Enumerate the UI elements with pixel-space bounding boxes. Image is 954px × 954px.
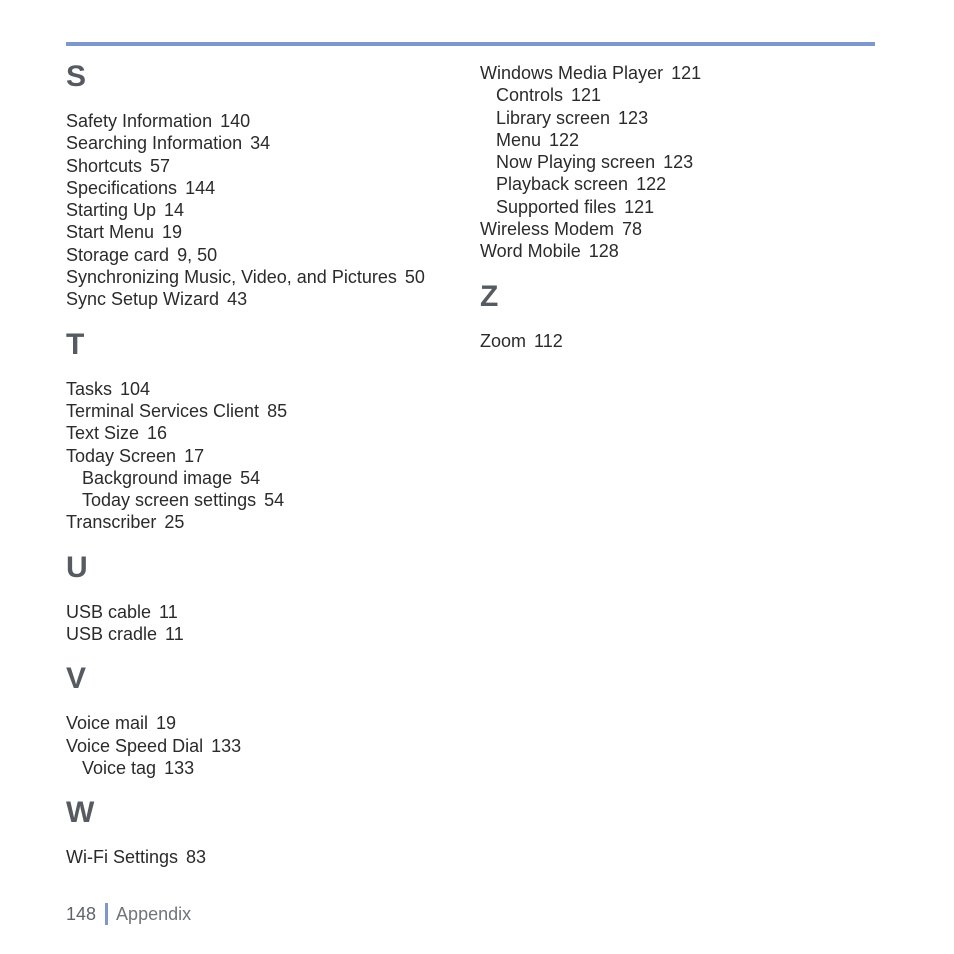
- entry-term: Storage card: [66, 244, 170, 265]
- index-entry: [66, 623, 466, 645]
- index-section: [66, 660, 466, 779]
- index-entry: [66, 445, 466, 467]
- entry-page-reference: 78: [622, 219, 643, 240]
- entry-term: Wi-Fi Settings: [66, 847, 179, 868]
- footer-section-name: Appendix: [116, 903, 192, 924]
- index-entry: [66, 422, 466, 444]
- index-entry: [66, 846, 466, 868]
- index-subentry: [480, 107, 880, 129]
- index-section: [66, 58, 466, 311]
- entry-page-reference: 123: [663, 152, 694, 173]
- entry-page-reference: 122: [549, 129, 580, 150]
- index-section: [480, 278, 880, 352]
- section-letter: U: [66, 550, 88, 584]
- index-entry: [480, 218, 880, 240]
- entry-term: Playback screen: [496, 174, 629, 195]
- index-entry: [66, 400, 466, 422]
- section-letter: Z: [480, 279, 499, 313]
- index-entry: [480, 240, 880, 262]
- header-rule: [66, 42, 875, 46]
- index-entry: [66, 155, 466, 177]
- entry-term: Text Size: [66, 423, 140, 444]
- index-section: [66, 549, 466, 646]
- entry-term: Voice Speed Dial: [66, 735, 204, 756]
- index-subentry: [66, 757, 466, 779]
- entry-term: USB cable: [66, 601, 152, 622]
- index-entry-list: [66, 601, 466, 646]
- entry-term: USB cradle: [66, 624, 158, 645]
- index-entry-list: [66, 846, 466, 868]
- index-entry: [66, 378, 466, 400]
- index-entry: [66, 511, 466, 533]
- index-section: [480, 62, 880, 263]
- entry-term: Searching Information: [66, 133, 243, 154]
- section-letter: T: [66, 327, 85, 361]
- entry-term: Now Playing screen: [496, 152, 656, 173]
- entry-term: Windows Media Player: [480, 63, 664, 83]
- index-entry: [66, 288, 466, 310]
- entry-page-reference: 140: [220, 111, 251, 131]
- entry-term: Tasks: [66, 378, 113, 399]
- entry-page-reference: 19: [156, 713, 177, 734]
- entry-term: Library screen: [496, 107, 611, 128]
- index-subentry: [66, 467, 466, 489]
- index-entry: [66, 601, 466, 623]
- entry-term: Start Menu: [66, 222, 155, 243]
- entry-term: Voice tag: [82, 757, 157, 778]
- entry-term: Today screen settings: [82, 490, 257, 511]
- entry-page-reference: 85: [267, 400, 288, 421]
- index-entry: [66, 110, 466, 132]
- entry-term: Sync Setup Wizard: [66, 289, 220, 310]
- footer-separator: [105, 903, 108, 925]
- index-subentry: [480, 84, 880, 106]
- index-entry: [66, 266, 466, 288]
- entry-page-reference: 128: [588, 241, 619, 262]
- index-entry-list: [66, 110, 466, 311]
- index-entry: [66, 712, 466, 734]
- entry-page-reference: 121: [571, 85, 602, 106]
- entry-page-reference: 121: [624, 196, 655, 217]
- entry-term: Wireless Modem: [480, 219, 615, 240]
- entry-term: Starting Up: [66, 200, 157, 221]
- index-entry-list: [480, 62, 880, 263]
- index-column-right: [480, 62, 880, 367]
- section-letter: S: [66, 60, 87, 93]
- entry-page-reference: 104: [120, 378, 151, 399]
- section-letter: W: [66, 796, 95, 830]
- entry-page-reference: 54: [264, 490, 285, 511]
- index-entry: [66, 132, 466, 154]
- entry-page-reference: 9, 50: [177, 244, 218, 265]
- entry-term: Voice mail: [66, 713, 149, 734]
- entry-page-reference: 121: [671, 63, 702, 83]
- entry-page-reference: 50: [404, 267, 425, 288]
- index-subentry: [480, 129, 880, 151]
- index-section: [66, 794, 466, 868]
- entry-term: Specifications: [66, 177, 178, 198]
- index-entry: [480, 62, 880, 84]
- index-entry: [480, 330, 880, 352]
- entry-page-reference: 112: [534, 330, 563, 351]
- entry-term: Zoom: [480, 330, 527, 351]
- entry-term: Today Screen: [66, 445, 177, 466]
- index-subentry: [66, 489, 466, 511]
- entry-page-reference: 14: [164, 200, 185, 221]
- entry-page-reference: 25: [164, 512, 185, 533]
- entry-page-reference: 19: [162, 222, 183, 243]
- entry-page-reference: 144: [185, 177, 216, 198]
- entry-page-reference: 16: [147, 423, 168, 444]
- entry-page-reference: 133: [164, 757, 195, 778]
- entry-page-reference: 54: [240, 467, 261, 488]
- index-entry: [66, 221, 466, 243]
- entry-term: Word Mobile: [480, 241, 581, 262]
- entry-term: Transcriber: [66, 512, 157, 533]
- entry-page-reference: 34: [250, 133, 271, 154]
- entry-page-reference: 123: [618, 107, 649, 128]
- entry-term: Shortcuts: [66, 155, 143, 176]
- index-entry: [66, 177, 466, 199]
- entry-page-reference: 11: [159, 601, 178, 622]
- entry-term: Supported files: [496, 196, 617, 217]
- index-entry-list: [480, 330, 880, 352]
- index-subentry: [480, 173, 880, 195]
- entry-page-reference: 122: [636, 174, 667, 195]
- entry-term: Safety Information: [66, 111, 213, 131]
- index-section: [66, 326, 466, 534]
- index-subentry: [480, 196, 880, 218]
- index-subentry: [480, 151, 880, 173]
- entry-term: Controls: [496, 85, 564, 106]
- entry-page-reference: 43: [227, 289, 248, 310]
- entry-term: Background image: [82, 467, 233, 488]
- entry-term: Terminal Services Client: [66, 400, 260, 421]
- entry-page-reference: 83: [186, 847, 207, 868]
- index-entry-list: [66, 378, 466, 534]
- index-entry: [66, 735, 466, 757]
- index-column-left: [66, 58, 466, 884]
- entry-term: Menu: [496, 129, 542, 150]
- entry-page-reference: 57: [150, 155, 171, 176]
- index-entry: [66, 199, 466, 221]
- page-number: 148: [66, 903, 97, 924]
- entry-page-reference: 133: [211, 735, 242, 756]
- index-entry-list: [66, 712, 466, 779]
- page-footer: [66, 903, 191, 925]
- entry-page-reference: 17: [184, 445, 205, 466]
- entry-page-reference: 11: [165, 624, 184, 645]
- section-letter: V: [66, 662, 87, 696]
- index-entry: [66, 244, 466, 266]
- entry-term: Synchronizing Music, Video, and Pictures: [66, 267, 397, 288]
